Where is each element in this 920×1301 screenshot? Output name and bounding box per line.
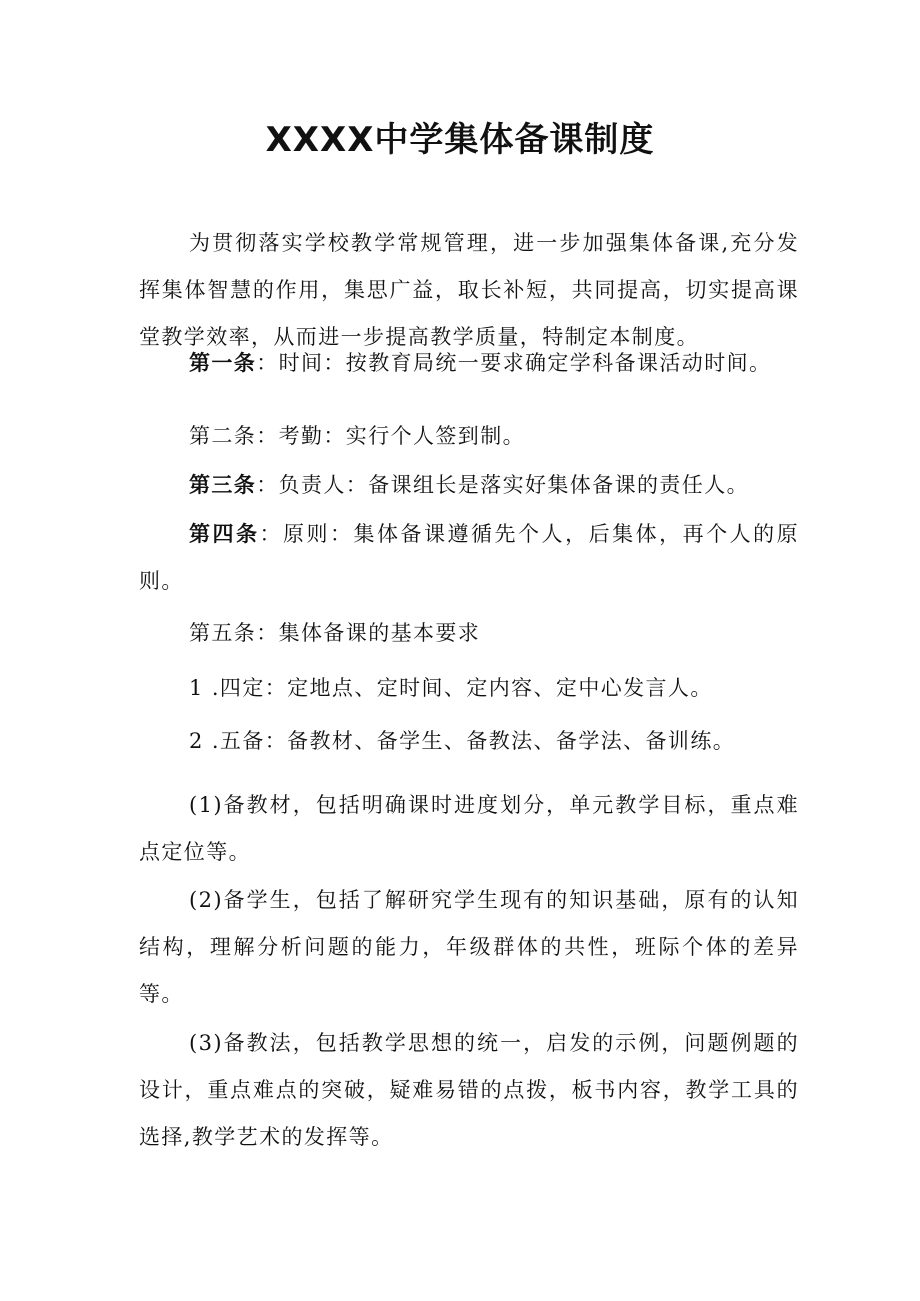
article-1-label: 第一条: [189, 350, 257, 375]
article-4-label: 第四条: [189, 521, 260, 546]
list-item-1-number: 1: [189, 676, 204, 700]
article-3-text: ：负责人：备课组长是落实好集体备课的责任人。: [256, 473, 750, 497]
article-1-text: ：时间：按教育局统一要求确定学科备课活动时间。: [256, 351, 772, 375]
list-item-2: [139, 718, 799, 765]
sub-item-3: (3)备教法，包括教学思想的统一，启发的示例，问题例题的设计，重点难点的突破，疑难易错的点拨，板书内容，教学工具的选择,教学艺术的发挥等。: [139, 1031, 799, 1149]
article-2: 第二条：考勤：实行个人签到制。: [189, 424, 525, 448]
article-3-label: 第三条: [189, 472, 257, 497]
list-item-1-text: .四定：定地点、定时间、定内容、定中心发言人。: [211, 676, 713, 700]
list-item-2-text: .五备：备教材、备学生、备教法、备学法、备训练。: [211, 729, 736, 753]
list-item-2-number: 2: [189, 729, 204, 753]
intro-paragraph: 为贯彻落实学校教学常规管理，进一步加强集体备课,充分发挥集体智慧的作用，集思广益，取长补短，共同提高，切实提高课堂教学效率，从而进一步提高教学质量，特制定本制度。: [139, 231, 799, 349]
document-title: XXXX中学集体备课制度: [265, 120, 655, 160]
sub-item-2: (2)备学生，包括了解研究学生现有的知识基础，原有的认知结构，理解分析问题的能力，年级群体的共性，班际个体的差异等。: [139, 888, 799, 1006]
article-1: [139, 339, 799, 387]
sub-item-1: (1)备教材，包括明确课时进度划分，单元教学目标，重点难点定位等。: [139, 793, 799, 864]
article-4: [139, 510, 799, 605]
article-4-text: ：原则：集体备课遵循先个人，后集体，再个人的原则。: [139, 522, 799, 593]
article-5: 第五条：集体备课的基本要求: [189, 621, 481, 645]
list-item-1: [139, 665, 799, 712]
article-3: [139, 461, 799, 509]
